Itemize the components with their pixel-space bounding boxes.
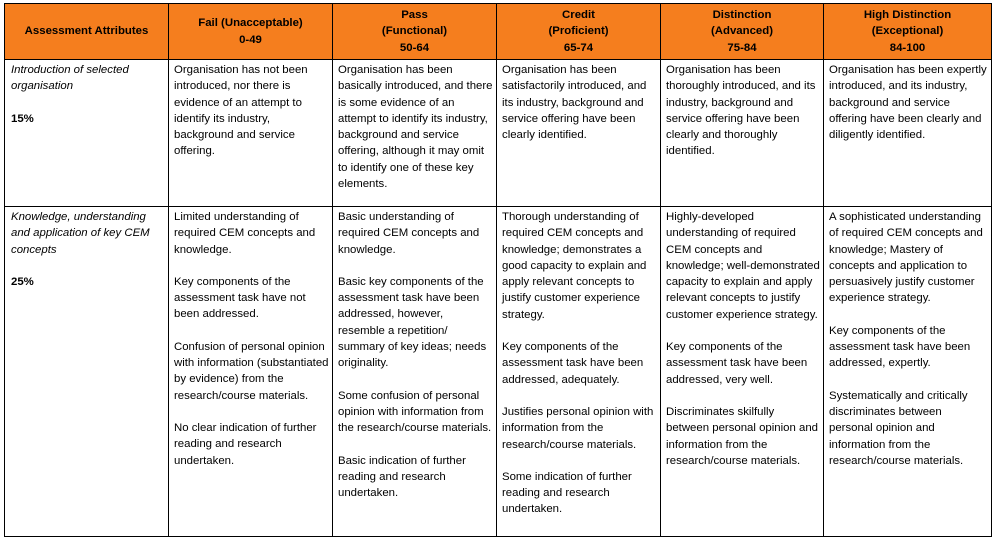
criteria-text: Confusion of personal opinion with information (substantiated by evidence) from the research/course materials. (174, 340, 329, 402)
criteria-text: Thorough understanding of required CEM concepts and knowledge; demonstrates a good capacity to explain and apply relevant concepts to justify customer experience strategy. (502, 211, 647, 321)
criteria-text: Basic indication of further reading and research undertaken. (338, 454, 466, 500)
criteria-cell-credit (497, 60, 661, 207)
criteria-text: Key components of the assessment task have been addressed, very well. (666, 341, 808, 386)
criteria-cell-high-distinction (824, 207, 992, 537)
header-distinction (661, 4, 824, 60)
criteria-text: Highly-developed understanding of required CEM concepts and knowledge; well-demonstrated capacity to explain and apply relevant concepts to justify customer experience strategy. (666, 211, 820, 321)
attribute-label: Introduction of selected organisation (11, 64, 129, 93)
rubric-row-introduction (5, 60, 992, 207)
header-high-distinction-title: High Distinction (863, 8, 952, 21)
criteria-text: Organisation has been thoroughly introduced, and its industry, background and service offering have been clearly and thoroughly identified. (666, 64, 816, 158)
criteria-text: Key components of the assessment task have been addressed, expertly. (829, 324, 971, 370)
criteria-text: Key components of the assessment task have not been addressed. (174, 275, 306, 321)
assessment-rubric-table (4, 3, 992, 537)
rubric-row-knowledge (5, 207, 992, 537)
criteria-text: Key components of the assessment task have been addressed, adequately. (502, 341, 644, 386)
header-assessment-attributes: Assessment Attributes (5, 4, 169, 60)
attribute-cell (5, 60, 169, 207)
criteria-text: Basic understanding of required CEM concepts and knowledge. (338, 211, 480, 256)
header-pass-subtitle: (Functional) (381, 25, 448, 38)
header-pass-title: Pass (401, 8, 428, 21)
header-high-distinction-subtitle: (Exceptional) (871, 25, 944, 38)
header-row (5, 4, 992, 60)
header-fail-range: 0-49 (239, 33, 262, 46)
attribute-label: Knowledge, understanding and application of key CEM concepts (11, 211, 150, 256)
header-credit-subtitle: (Proficient) (548, 25, 609, 38)
header-fail (169, 4, 333, 60)
criteria-text: Justifies personal opinion with information from the research/course materials. (502, 405, 654, 451)
header-credit-title: Credit (562, 8, 595, 21)
header-high-distinction (824, 4, 992, 60)
header-pass (333, 4, 497, 60)
criteria-text: Some indication of further reading and research undertaken. (502, 470, 632, 516)
header-credit (497, 4, 661, 60)
header-distinction-range: 75-84 (727, 41, 757, 54)
criteria-text: A sophisticated understanding of required CEM concepts and knowledge; Mastery of concepts and application to persuasively justify customer experience strategy. (829, 211, 983, 305)
header-pass-range: 50-64 (399, 41, 430, 54)
criteria-text: Organisation has not been introduced, nor there is evidence of an attempt to identify its industry, background and service offering. (174, 64, 308, 158)
header-distinction-title: Distinction (712, 8, 772, 21)
attribute-weight: 25% (11, 275, 34, 288)
criteria-cell-pass (333, 207, 497, 537)
criteria-cell-fail (169, 60, 333, 207)
header-distinction-subtitle: (Advanced) (710, 25, 774, 38)
criteria-text: Discriminates skilfully between personal opinion and information from the research/course materials. (666, 405, 818, 467)
criteria-text: Organisation has been basically introduced, and there is some evidence of an attempt to identify its industry, background and service offering, although it may omit to identify one of these key elements. (338, 64, 493, 191)
criteria-text: Organisation has been expertly introduced, and its industry, background and service offering have been clearly and diligently identified. (829, 64, 987, 142)
criteria-cell-high-distinction (824, 60, 992, 207)
header-high-distinction-range: 84-100 (889, 41, 926, 54)
criteria-text: Systematically and critically discriminates between personal opinion and information from the research/course materials. (829, 389, 968, 467)
criteria-text: No clear indication of further reading and research undertaken. (174, 421, 317, 467)
criteria-text: Some confusion of personal opinion with information from the research/course materials. (338, 389, 492, 435)
header-fail-title: Fail (Unacceptable) (198, 17, 303, 29)
criteria-text: Limited understanding of required CEM concepts and knowledge. (174, 211, 316, 256)
criteria-text: Organisation has been satisfactorily introduced, and its industry, background and service offering have been clearly identified. (502, 64, 647, 142)
criteria-cell-distinction (661, 60, 824, 207)
criteria-text: Basic key components of the assessment task have been addressed, however, resemble a repetition/ summary of key ideas; needs originality. (338, 275, 487, 370)
criteria-cell-distinction (661, 207, 824, 537)
header-credit-range: 65-74 (563, 41, 594, 54)
attribute-weight: 15% (11, 112, 34, 125)
criteria-cell-pass (333, 60, 497, 207)
criteria-cell-credit (497, 207, 661, 537)
criteria-cell-fail (169, 207, 333, 537)
attribute-cell (5, 207, 169, 537)
